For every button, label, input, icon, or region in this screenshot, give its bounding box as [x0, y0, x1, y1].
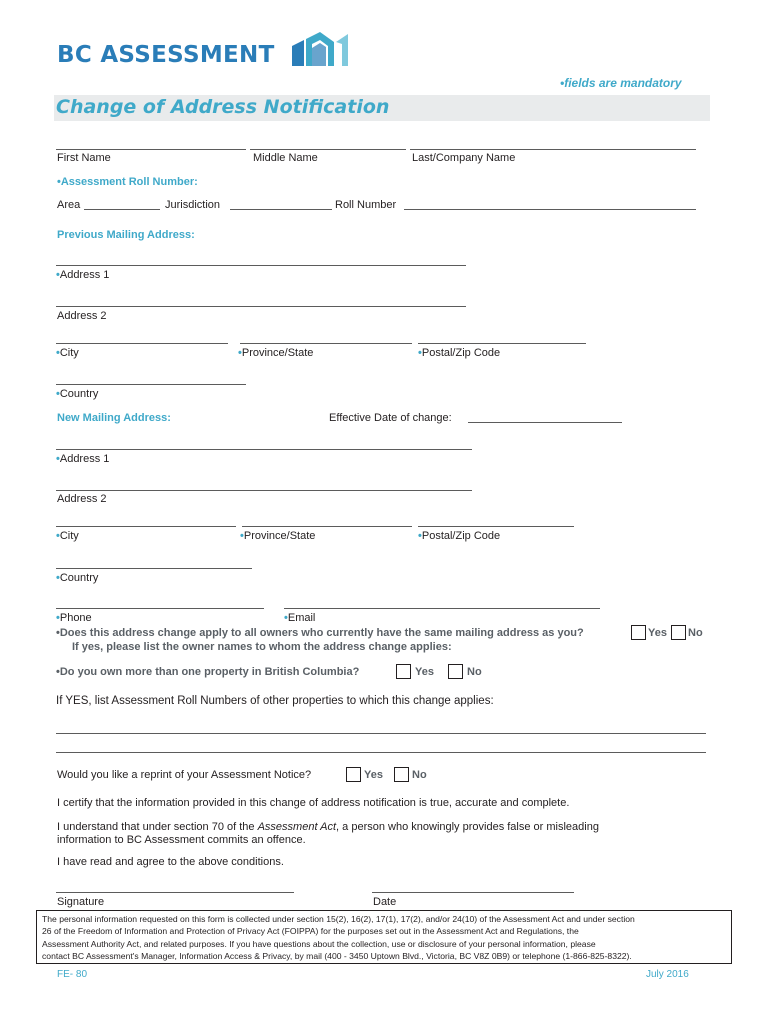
middle-name-label: Middle Name: [253, 152, 318, 164]
new-postal-label: •Postal/Zip Code: [418, 530, 501, 542]
signature-label: Signature: [57, 896, 105, 908]
reprint-yes-label: Yes: [364, 769, 383, 781]
more-property-no-label: No: [467, 666, 482, 678]
area-label: Area: [57, 199, 81, 211]
date-field[interactable]: [372, 892, 574, 893]
more-property-yes-checkbox[interactable]: [396, 664, 411, 679]
new-postal-field[interactable]: [418, 526, 574, 527]
effective-date-field[interactable]: [468, 422, 622, 423]
date-label: Date: [373, 896, 397, 908]
new-country-label: •Country: [56, 572, 99, 584]
phone-label: •Phone: [56, 612, 92, 624]
other-rolls-field-2[interactable]: [56, 752, 706, 753]
email-label: •Email: [284, 612, 316, 624]
house-logo-icon: [290, 30, 350, 68]
new-city-field[interactable]: [56, 526, 236, 527]
prev-address2-field[interactable]: [56, 306, 466, 307]
new-country-field[interactable]: [56, 568, 252, 569]
page-title: Change of Address Notification: [56, 96, 390, 118]
apply-all-question: •Does this address change apply to all owners who currently have the same mailing address as you?: [56, 627, 584, 639]
privacy-notice-line: Assessment Authority Act, and related purposes. If you have questions about the collection, use or disclosure of your personal information, please: [42, 938, 596, 949]
apply-all-no-label: No: [688, 627, 703, 639]
apply-all-yes-label: Yes: [648, 627, 667, 639]
new-city-label: •City: [56, 530, 79, 542]
phone-field[interactable]: [56, 608, 264, 609]
privacy-notice-line: contact BC Assessment's Manager, Information Access & Privacy, by mail (400 - 3450 Uptown Blvd., Victoria, BC V8Z 0B9) or telephone (1-866-825-8322).: [42, 951, 632, 962]
jurisdiction-label: Jurisdiction: [165, 199, 221, 211]
new-address2-label: Address 2: [57, 493, 107, 505]
area-field[interactable]: [84, 209, 160, 210]
list-rolls-label: If YES, list Assessment Roll Numbers of other properties to which this change applies:: [56, 695, 494, 707]
prev-postal-field[interactable]: [418, 343, 586, 344]
new-address1-label: •Address 1: [56, 453, 110, 465]
mandatory-note: •fields are mandatory: [560, 76, 682, 90]
last-name-field[interactable]: [410, 149, 696, 150]
apply-all-no-checkbox[interactable]: [671, 625, 686, 640]
roll-number-field[interactable]: [404, 209, 696, 210]
roll-number-heading: •Assessment Roll Number:: [57, 176, 198, 188]
reprint-question: Would you like a reprint of your Assessment Notice?: [57, 769, 312, 781]
new-province-field[interactable]: [242, 526, 412, 527]
last-name-label: Last/Company Name: [412, 152, 516, 164]
privacy-notice-line: The personal information requested on this form is collected under section 15(2), 16(2), 17(1), 17(2), and/or 24(10) of the Assessment Act and under section: [42, 914, 635, 924]
reprint-no-checkbox[interactable]: [394, 767, 409, 782]
apply-all-yes-checkbox[interactable]: [631, 625, 646, 640]
brand-logo-text: BC ASSESSMENT: [57, 42, 275, 68]
privacy-notice-line: 26 of the Freedom of Information and Protection of Privacy Act (FOIPPA) for the purposes set out in the Assessment Act and Regulations, the: [42, 926, 579, 937]
prev-address1-label: •Address 1: [56, 269, 110, 281]
email-field[interactable]: [284, 608, 600, 609]
new-address-heading: New Mailing Address:: [57, 412, 171, 424]
first-name-field[interactable]: [56, 149, 246, 150]
prev-country-label: •Country: [56, 388, 99, 400]
previous-address-heading: Previous Mailing Address:: [57, 229, 195, 241]
new-address2-field[interactable]: [56, 490, 472, 491]
prev-postal-label: •Postal/Zip Code: [418, 347, 501, 359]
understand-statement: I understand that under section 70 of the Assessment Act, a person who knowingly provides false or misleading: [57, 821, 599, 833]
prev-address2-label: Address 2: [57, 310, 107, 322]
prev-province-label: •Province/State: [238, 347, 314, 359]
prev-province-field[interactable]: [240, 343, 412, 344]
other-rolls-field-1[interactable]: [56, 733, 706, 734]
middle-name-field[interactable]: [250, 149, 406, 150]
form-date: July 2016: [646, 969, 689, 980]
more-property-yes-label: Yes: [415, 666, 434, 678]
signature-field[interactable]: [56, 892, 294, 893]
reprint-no-label: No: [412, 769, 427, 781]
form-id: FE- 80: [57, 969, 88, 980]
jurisdiction-field[interactable]: [230, 209, 332, 210]
prev-address1-field[interactable]: [56, 265, 466, 266]
more-property-no-checkbox[interactable]: [448, 664, 463, 679]
privacy-notice: [36, 910, 732, 964]
first-name-label: First Name: [57, 152, 111, 164]
more-property-question: •Do you own more than one property in British Columbia?: [56, 666, 360, 678]
certify-statement: I certify that the information provided in this change of address notification is true, accurate and complete.: [57, 797, 570, 809]
reprint-yes-checkbox[interactable]: [346, 767, 361, 782]
effective-date-label: Effective Date of change:: [329, 412, 452, 424]
agree-statement: I have read and agree to the above conditions.: [57, 856, 284, 868]
prev-city-label: •City: [56, 347, 79, 359]
roll-number-label: Roll Number: [335, 199, 397, 211]
list-owners-note: If yes, please list the owner names to whom the address change applies:: [72, 641, 452, 653]
new-province-label: •Province/State: [240, 530, 316, 542]
new-address1-field[interactable]: [56, 449, 472, 450]
prev-city-field[interactable]: [56, 343, 228, 344]
understand-statement-cont: information to BC Assessment commits an offence.: [57, 834, 306, 846]
prev-country-field[interactable]: [56, 384, 246, 385]
